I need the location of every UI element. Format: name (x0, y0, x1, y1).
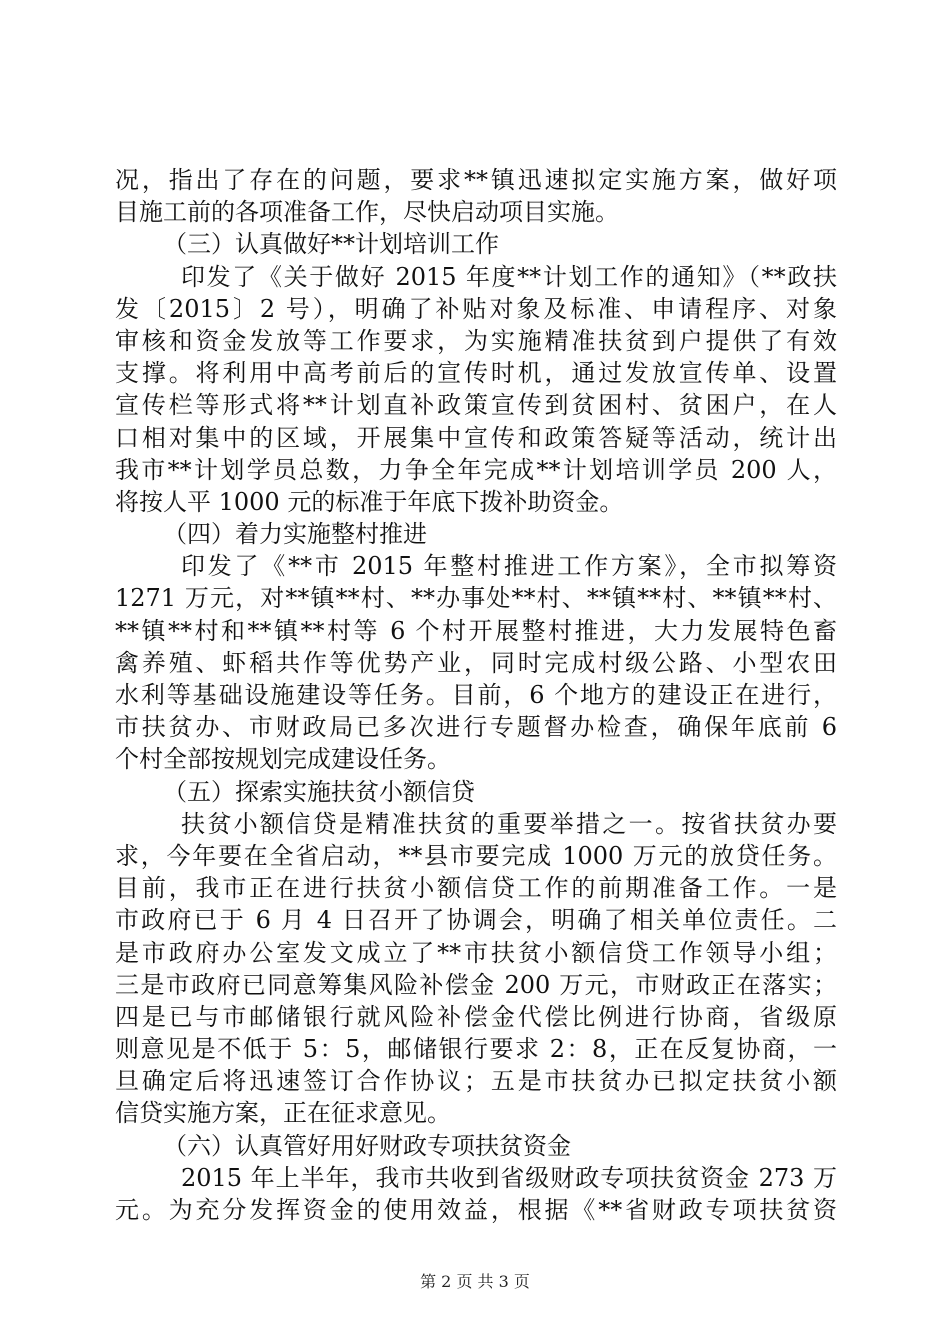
paragraph-line: 2015 年上半年，我市共收到省级财政专项扶贫资金 273 万 (181, 1163, 837, 1192)
paragraph-line: 扶贫小额信贷是精准扶贫的重要举措之一。按省扶贫办要 (181, 809, 837, 838)
paragraph-line: 信贷实施方案，正在征求意见。 (115, 1099, 451, 1128)
paragraph-line: 个村全部按规划完成建设任务。 (115, 745, 451, 774)
paragraph-line: 我市**计划学员总数，力争全年完成**计划培训学员 200 人， (115, 455, 837, 484)
paragraph-line: 求，今年要在全省启动，**县市要完成 1000 万元的放贷任务。 (115, 841, 837, 870)
section-heading: （三）认真做好**计划培训工作 (163, 230, 499, 259)
paragraph-line: 水利等基础设施建设等任务。目前，6 个地方的建设正在进行， (115, 681, 837, 709)
paragraph-line: 目前，我市正在进行扶贫小额信贷工作的前期准备工作。一是 (115, 874, 837, 903)
paragraph-line: 元。为充分发挥资金的使用效益，根据《**省财政专项扶贫资 (115, 1196, 837, 1224)
paragraph-line: 市政府已于 6 月 4 日召开了协调会，明确了相关单位责任。二 (115, 906, 837, 935)
paragraph-line: 口相对集中的区域，开展集中宣传和政策答疑等活动，统计出 (115, 423, 837, 452)
paragraph-line: 审核和资金发放等工作要求，为实施精准扶贫到户提供了有效 (115, 326, 837, 355)
section-heading: （五）探索实施扶贫小额信贷 (163, 777, 475, 806)
paragraph-line: 则意见是不低于 5：5，邮储银行要求 2：8，正在反复协商，一 (115, 1035, 837, 1064)
section-heading: （六）认真管好用好财政专项扶贫资金 (163, 1131, 571, 1160)
page-footer: 第 2 页 共 3 页 (420, 1272, 530, 1291)
paragraph-line: 目施工前的各项准备工作，尽快启动项目实施。 (115, 198, 619, 227)
paragraph-line: 1271 万元，对**镇**村、**办事处**村、**镇**村、**镇**村、 (115, 584, 837, 613)
paragraph-line: 印发了《**市 2015 年整村推进工作方案》，全市拟筹资 (181, 552, 837, 581)
paragraph-line: 是市政府办公室发文成立了**市扶贫小额信贷工作领导小组； (115, 938, 837, 967)
document-body (115, 164, 837, 1226)
paragraph-line: 旦确定后将迅速签订合作协议；五是市扶贫办已拟定扶贫小额 (115, 1067, 837, 1096)
paragraph-line: 市扶贫办、市财政局已多次进行专题督办检查，确保年底前 6 (115, 713, 837, 742)
paragraph-line: 禽养殖、虾稻共作等优势产业，同时完成村级公路、小型农田 (115, 648, 837, 677)
paragraph-line: 宣传栏等形式将**计划直补政策宣传到贫困村、贫困户，在人 (115, 391, 837, 420)
paragraph-line: 支撑。将利用中高考前后的宣传时机，通过发放宣传单、设置 (115, 359, 837, 388)
paragraph-line: 况，指出了存在的问题，要求**镇迅速拟定实施方案，做好项 (115, 166, 837, 194)
paragraph-line: 四是已与市邮储银行就风险补偿金代偿比例进行协商，省级原 (115, 1002, 837, 1031)
paragraph-line: 三是市政府已同意筹集风险补偿金 200 万元，市财政正在落实； (115, 970, 837, 999)
paragraph-line: 发〔2015〕2 号），明确了补贴对象及标准、申请程序、对象 (115, 294, 837, 323)
paragraph-line: 印发了《关于做好 2015 年度**计划工作的通知》（**政扶 (181, 262, 837, 291)
paragraph-line: **镇**村和**镇**村等 6 个村开展整村推进，大力发展特色畜 (115, 616, 837, 645)
section-heading: （四）着力实施整村推进 (163, 520, 427, 549)
paragraph-line: 将按人平 1000 元的标准于年底下拨补助资金。 (115, 487, 624, 516)
